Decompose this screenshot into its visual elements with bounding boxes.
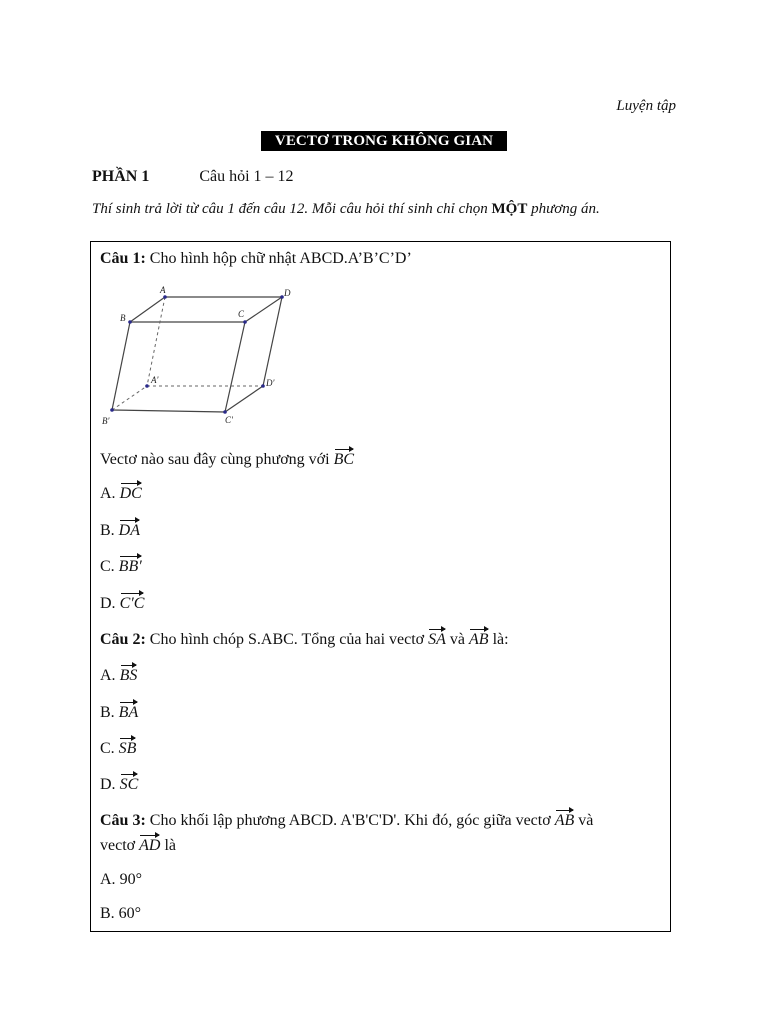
- option-letter: A.: [100, 667, 120, 684]
- header-note: Luyện tập: [616, 98, 676, 114]
- option-letter: A.: [100, 871, 120, 888]
- question-label: Câu 2:: [100, 631, 146, 648]
- vertex-label-b-prime: B': [102, 416, 110, 426]
- prompt-text: Vectơ nào sau đây cùng phương với: [100, 451, 334, 468]
- option-letter: D.: [100, 595, 120, 612]
- option-letter: B.: [100, 522, 119, 539]
- question-text: và: [574, 812, 594, 829]
- instruction-text-end: phương án.: [527, 201, 600, 217]
- q3-option-b[interactable]: [100, 905, 141, 923]
- vector: SA: [428, 628, 446, 649]
- vector: BS: [120, 664, 138, 685]
- instruction-text: Thí sinh trả lời từ câu 1 đến câu 12. Mỗi câu hỏi thí sinh chỉ chọn: [92, 201, 492, 217]
- vertex-label-a-prime: A': [151, 375, 159, 385]
- q2-option-d[interactable]: [100, 773, 138, 794]
- q2-option-a[interactable]: [100, 664, 137, 685]
- option-value: 60°: [118, 905, 142, 922]
- vertex-label-c-prime: C': [225, 415, 233, 425]
- question-2: [100, 628, 509, 649]
- option-letter: D.: [100, 776, 120, 793]
- part-label: PHẦN 1: [92, 168, 150, 185]
- vector: BC: [334, 448, 354, 469]
- question-3: [100, 809, 593, 830]
- question-text: Cho hình hộp chữ nhật ABCD.A’B’C’D’: [145, 250, 412, 267]
- question-1: [100, 250, 412, 268]
- vector: AD: [139, 834, 160, 855]
- vector: BA: [119, 701, 139, 722]
- vector: DC: [120, 482, 142, 503]
- q2-option-b[interactable]: [100, 701, 138, 722]
- question-text: và: [445, 631, 470, 648]
- page-title: VECTƠ TRONG KHÔNG GIAN: [261, 131, 507, 151]
- option-letter: C.: [100, 740, 119, 757]
- vertex-label-c: C: [238, 309, 245, 319]
- instruction-emphasis: MỘT: [491, 201, 528, 217]
- q1-option-c[interactable]: [100, 555, 142, 576]
- question-label: Câu 3:: [100, 812, 146, 829]
- q1-option-a[interactable]: [100, 482, 142, 503]
- question-text: vectơ: [100, 837, 140, 854]
- box-diagram: [100, 282, 315, 430]
- q3-option-a[interactable]: [100, 871, 142, 889]
- option-letter: A.: [100, 485, 120, 502]
- question-1-prompt: [100, 448, 354, 469]
- q1-option-b[interactable]: [100, 519, 140, 540]
- title-wrap: [0, 131, 768, 151]
- instructions: [92, 201, 600, 218]
- section-heading: [92, 168, 294, 186]
- vector: C′C: [120, 592, 145, 613]
- option-letter: B.: [100, 905, 119, 922]
- question-3-cont: [100, 834, 176, 855]
- vertex-label-d: D: [284, 288, 291, 298]
- question-text: Cho khối lập phương ABCD. A'B'C'D'. Khi đó, góc giữa vectơ: [145, 812, 555, 829]
- vertex-label-d-prime: D': [266, 378, 275, 388]
- option-letter: B.: [100, 704, 119, 721]
- option-letter: C.: [100, 558, 119, 575]
- vector: AB: [469, 628, 489, 649]
- option-value: 90°: [119, 871, 142, 888]
- vector: SB: [119, 737, 137, 758]
- q2-option-c[interactable]: [100, 737, 136, 758]
- question-text: là:: [488, 631, 509, 648]
- vector: DA: [119, 519, 140, 540]
- question-text: là: [160, 837, 176, 854]
- question-range: Câu hỏi 1 – 12: [199, 168, 294, 185]
- q1-option-d[interactable]: [100, 592, 144, 613]
- vector: AB: [555, 809, 575, 830]
- vector: SC: [120, 773, 139, 794]
- question-text: Cho hình chóp S.ABC. Tổng của hai vectơ: [145, 631, 429, 648]
- question-label: Câu 1:: [100, 250, 146, 267]
- vertex-label-a: A: [160, 285, 166, 295]
- vertex-label-b: B: [120, 313, 126, 323]
- vector: BB′: [119, 555, 142, 576]
